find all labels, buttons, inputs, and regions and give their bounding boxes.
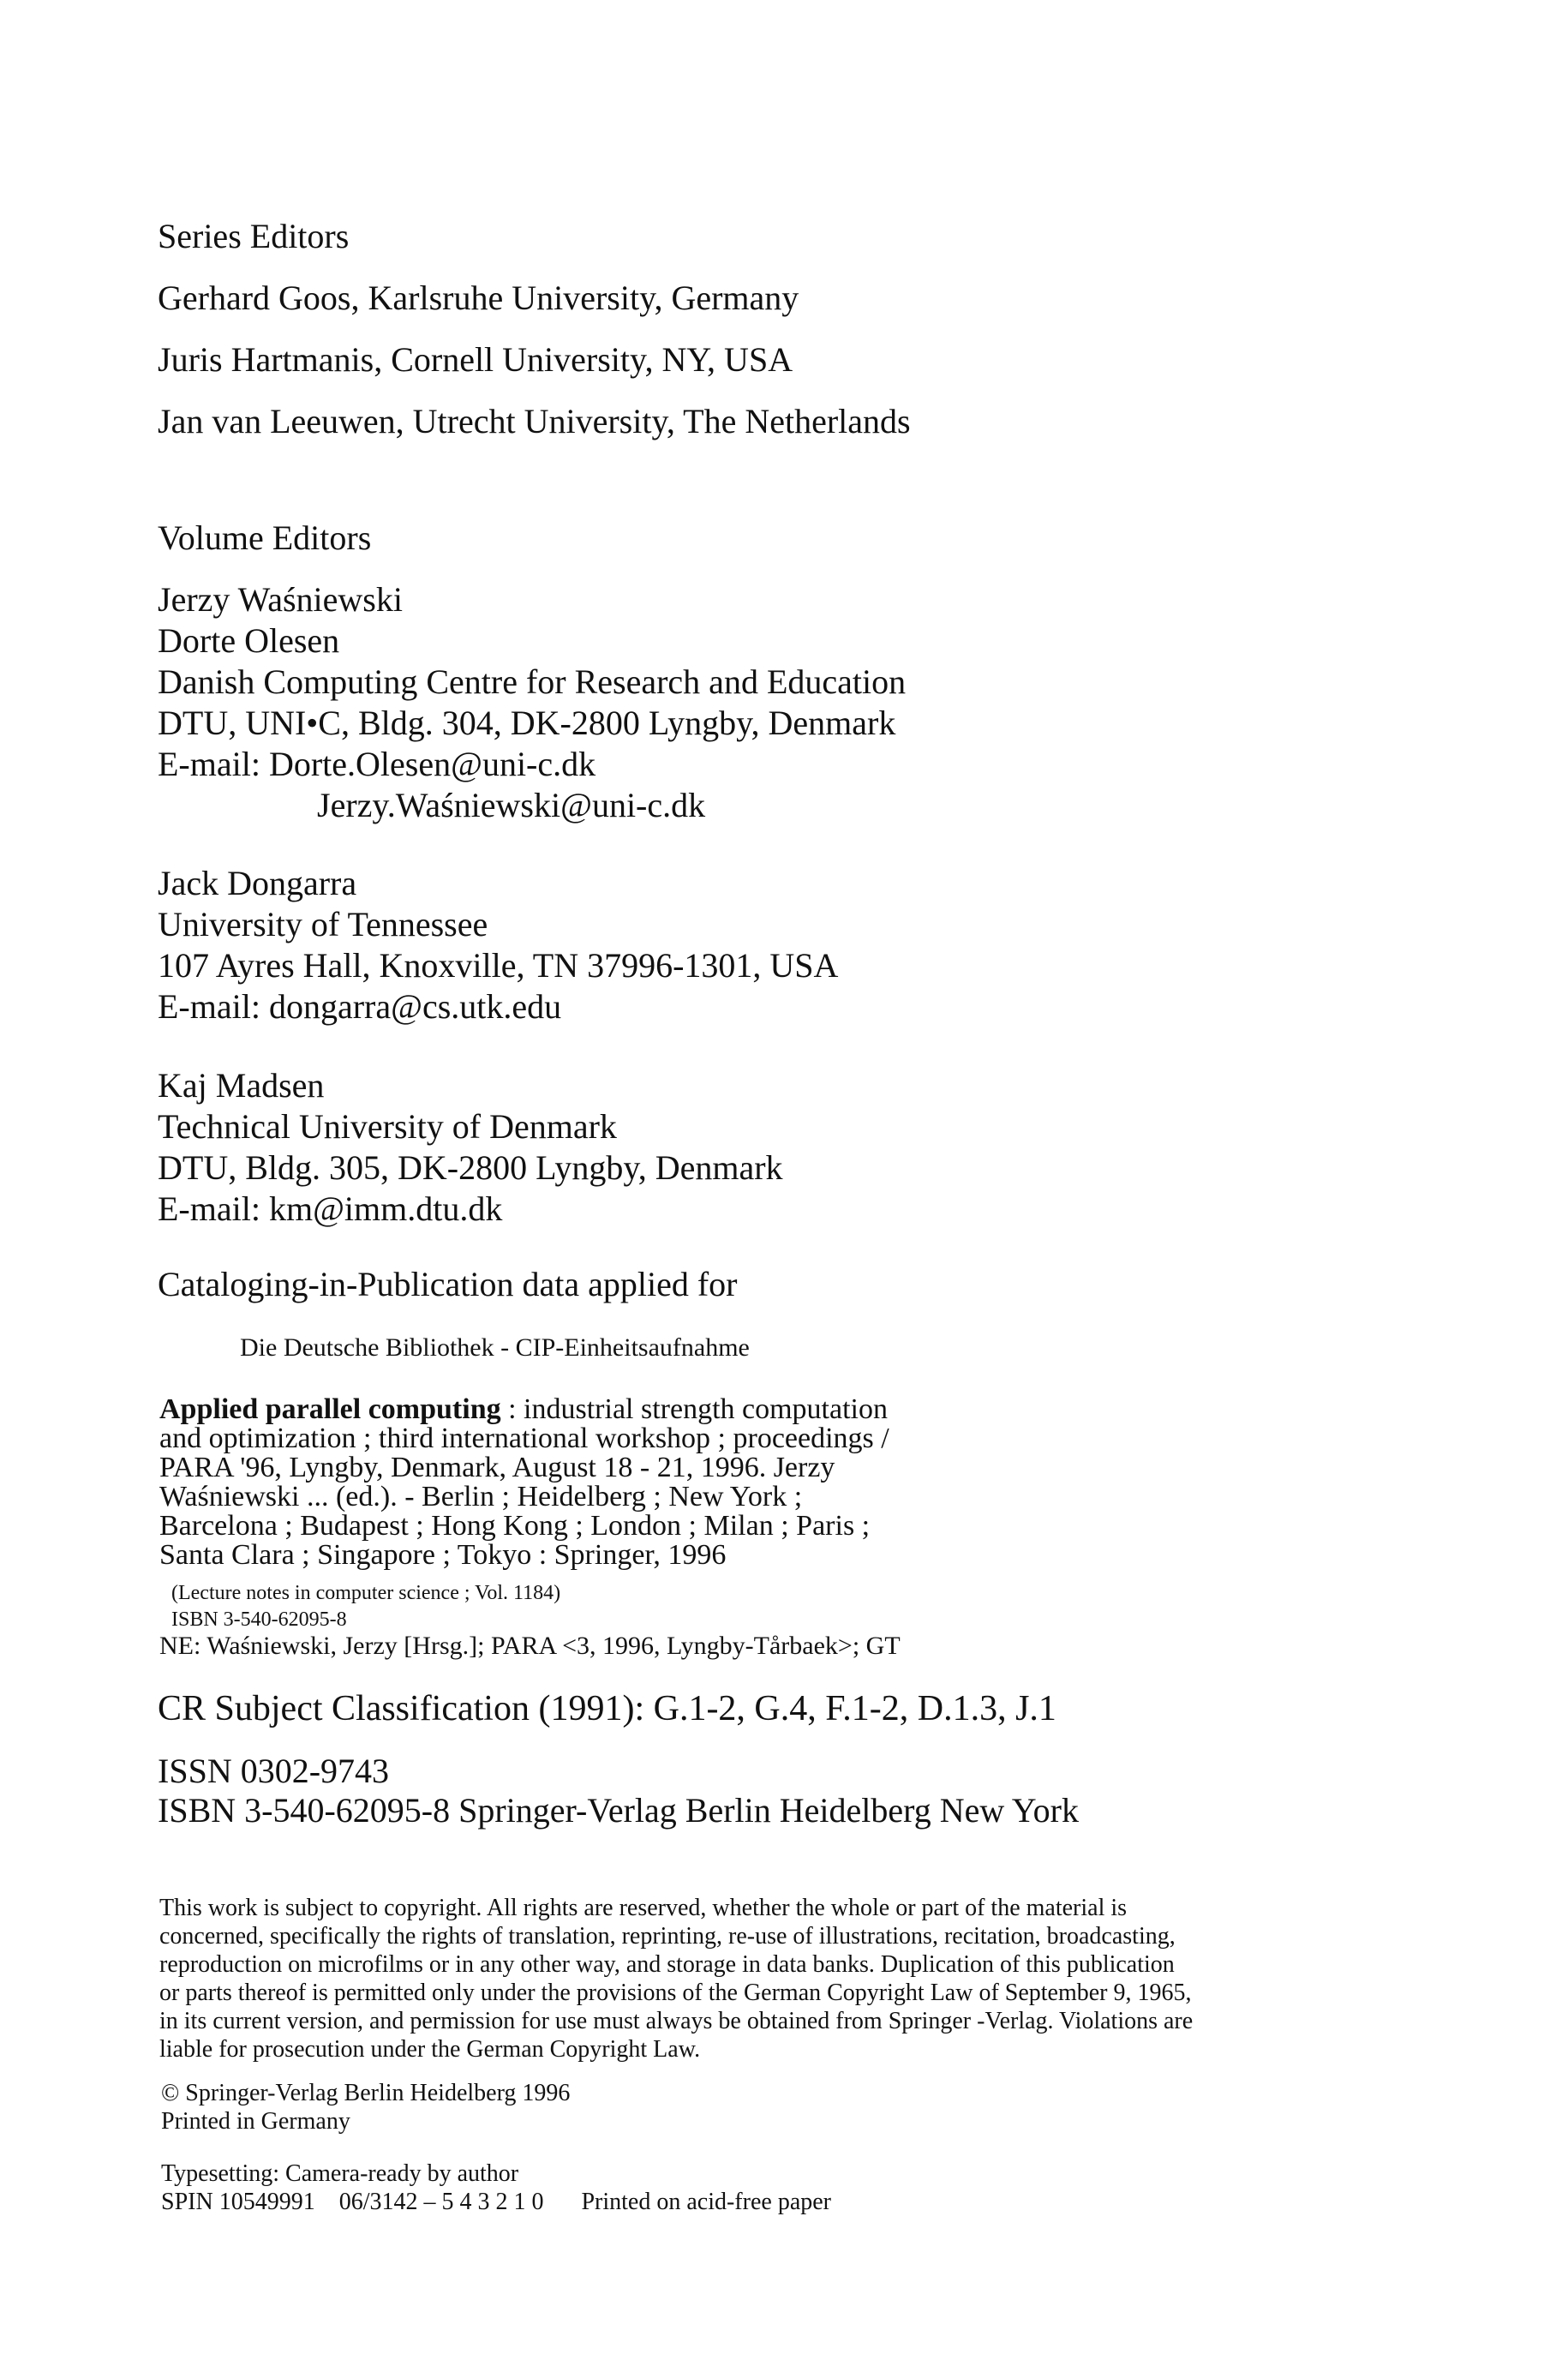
copyright-line: or parts thereof is permitted only under the provisions of the German Copyright Law of September 9, 1965,	[159, 1980, 1192, 2006]
editor-affiliation: Technical University of Denmark	[158, 1107, 617, 1146]
series-editors-heading: Series Editors	[158, 217, 350, 255]
cip-line: : industrial strength computation	[500, 1393, 888, 1425]
editor-block-madsen	[158, 1065, 783, 1230]
cip-subheading	[240, 1333, 750, 1363]
editor-affiliation: University of Tennessee	[158, 905, 488, 943]
copyright-line: This work is subject to copyright. All rights are reserved, whether the whole or part of the material is	[159, 1895, 1128, 1921]
cip-ne-text: NE: Waśniewski, Jerzy [Hrsg.]; PARA <3, 1996, Lyngby-Tårbaek>; GT	[159, 1632, 901, 1660]
editor-address: DTU, UNI•C, Bldg. 304, DK-2800 Lyngby, Denmark	[158, 704, 896, 742]
issn-isbn	[158, 1752, 1079, 1830]
cip-ne	[159, 1632, 901, 1661]
editor-email: E-mail: km@imm.dtu.dk	[158, 1189, 503, 1228]
cip-heading	[158, 1264, 737, 1305]
cip-isbn: ISBN 3-540-62095-8	[171, 1608, 347, 1631]
acid-free-paper: Printed on acid-free paper	[581, 2189, 831, 2215]
copyright-line: reproduction on microfilms or in any other way, and storage in data banks. Duplication of this publication	[159, 1951, 1175, 1978]
cip-line: Barcelona ; Budapest ; Hong Kong ; London ; Milan ; Paris ;	[159, 1510, 871, 1542]
series-editor: Juris Hartmanis, Cornell University, NY, USA	[158, 340, 793, 379]
series-editors	[158, 206, 911, 452]
cip-series-note: (Lecture notes in computer science ; Vol. 1184)	[171, 1582, 561, 1604]
copyright-line: liable for prosecution under the German Copyright Law.	[159, 2036, 701, 2063]
editor-name: Dorte Olesen	[158, 621, 340, 660]
typesetting-info	[161, 2159, 831, 2216]
editor-name: Jerzy Waśniewski	[158, 580, 403, 619]
issn-text: ISSN 0302-9743	[158, 1752, 390, 1790]
volume-editors	[158, 507, 371, 569]
editor-block-wasniewski-olesen	[158, 579, 906, 826]
editor-name: Jack Dongarra	[158, 864, 357, 902]
spin-line: SPIN 10549991 06/3142 – 5 4 3 2 1 0	[161, 2189, 544, 2215]
cip-subheading-text: Die Deutsche Bibliothek - CIP-Einheitsaufnahme	[240, 1333, 750, 1362]
classification	[158, 1686, 1056, 1731]
cip-record	[159, 1395, 889, 1570]
editor-email: E-mail: Dorte.Olesen@uni-c.dk	[158, 745, 596, 783]
cip-line: Waśniewski ... (ed.). - Berlin ; Heidelberg ; New York ;	[159, 1481, 803, 1512]
editor-email-2: Jerzy.Waśniewski@uni-c.dk	[317, 786, 706, 824]
editor-email: E-mail: dongarra@cs.utk.edu	[158, 987, 562, 1026]
editor-affiliation: Danish Computing Centre for Research and Education	[158, 662, 907, 701]
volume-editors-heading: Volume Editors	[158, 518, 372, 557]
copyright-notice	[159, 1894, 1193, 2064]
cip-series-isbn	[171, 1580, 560, 1633]
classification-text: CR Subject Classification (1991): G.1-2, G.4, F.1-2, D.1.3, J.1	[158, 1689, 1056, 1728]
printed-in: Printed in Germany	[161, 2108, 350, 2135]
series-editor: Jan van Leeuwen, Utrecht University, The Netherlands	[158, 402, 911, 440]
cip-line: Santa Clara ; Singapore ; Tokyo : Springer, 1996	[159, 1539, 727, 1571]
typesetting-line: Typesetting: Camera-ready by author	[161, 2160, 519, 2187]
cip-heading-text: Cataloging-in-Publication data applied for	[158, 1265, 738, 1303]
editor-name: Kaj Madsen	[158, 1066, 325, 1105]
publisher-info	[161, 2079, 570, 2135]
editor-block-dongarra	[158, 863, 838, 1027]
cip-line: PARA '96, Lyngby, Denmark, August 18 - 21, 1996. Jerzy	[159, 1452, 835, 1483]
cip-title: Applied parallel computing	[159, 1393, 501, 1425]
copyright-line: concerned, specifically the rights of translation, reprinting, re-use of illustrations, recitation, broadcasting,	[159, 1923, 1176, 1950]
cip-line: and optimization ; third international workshop ; proceedings /	[159, 1423, 889, 1454]
editor-address: DTU, Bldg. 305, DK-2800 Lyngby, Denmark	[158, 1148, 783, 1187]
isbn-text: ISBN 3-540-62095-8 Springer-Verlag Berlin Heidelberg New York	[158, 1791, 1079, 1830]
series-editor: Gerhard Goos, Karlsruhe University, Germany	[158, 279, 799, 317]
editor-address: 107 Ayres Hall, Knoxville, TN 37996-1301, USA	[158, 946, 839, 985]
copyright-line: in its current version, and permission for use must always be obtained from Springer -Verlag. Violations are	[159, 2008, 1194, 2034]
publisher-copyright: © Springer-Verlag Berlin Heidelberg 1996	[161, 2080, 571, 2106]
